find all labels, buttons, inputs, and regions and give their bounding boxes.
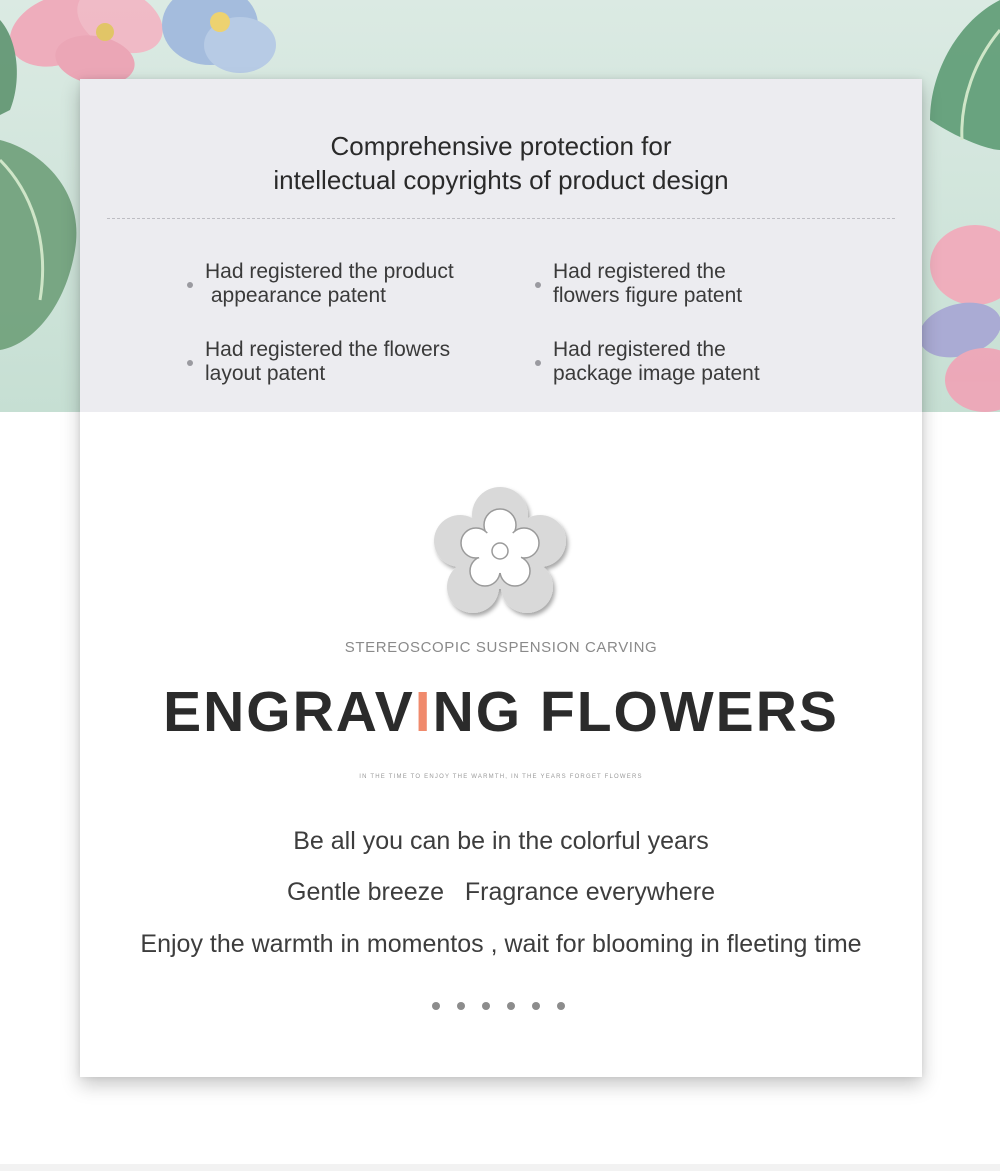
title-part-1: ENGRAV <box>163 680 415 744</box>
heading-line-1: Comprehensive protection for <box>330 131 672 161</box>
title-part-2: NG FLOWERS <box>432 680 839 744</box>
patent-line-1: Had registered the <box>553 260 726 283</box>
feature-title <box>80 677 922 747</box>
dot-icon <box>432 1002 440 1010</box>
flower-logo-icon <box>427 483 573 623</box>
patent-line-2: layout patent <box>205 362 326 385</box>
title-highlight: I <box>414 680 433 744</box>
dot-icon <box>557 1002 565 1010</box>
decorative-dots <box>430 1002 570 1014</box>
patent-item <box>205 260 454 308</box>
tagline: IN THE TIME TO ENJOY THE WARMTH, IN THE YEARS FORGET FLOWERS <box>359 774 643 780</box>
feature-subtitle: STEREOSCOPIC SUSPENSION CARVING <box>344 639 658 656</box>
slogan-line: Be all you can be in the colorful years <box>293 827 709 855</box>
slogan-line: Enjoy the warmth in momentos , wait for blooming in fleeting time <box>140 930 862 958</box>
bullet-dot-icon <box>187 360 193 366</box>
dot-icon <box>532 1002 540 1010</box>
dashed-divider <box>107 218 895 219</box>
bullet-dot-icon <box>187 282 193 288</box>
dot-icon <box>507 1002 515 1010</box>
patent-line-2: flowers figure patent <box>553 284 743 307</box>
patent-line-2: appearance patent <box>205 284 386 307</box>
dot-icon <box>482 1002 490 1010</box>
heading-line-2: intellectual copyrights of product design <box>273 165 729 195</box>
dot-icon <box>457 1002 465 1010</box>
bullet-dot-icon <box>535 282 541 288</box>
patent-line-1: Had registered the flowers <box>205 338 451 361</box>
patent-item <box>205 338 450 386</box>
copyright-heading <box>80 129 922 197</box>
product-card <box>80 79 922 1077</box>
bottom-divider <box>0 1164 1000 1171</box>
patent-item <box>553 260 742 308</box>
bullet-dot-icon <box>535 360 541 366</box>
copyright-section <box>80 79 922 412</box>
patent-line-2: package image patent <box>553 362 760 385</box>
slogan-line: Gentle breeze Fragrance everywhere <box>287 878 715 906</box>
patent-line-1: Had registered the product <box>205 260 454 283</box>
patent-item <box>553 338 760 386</box>
patent-line-1: Had registered the <box>553 338 726 361</box>
